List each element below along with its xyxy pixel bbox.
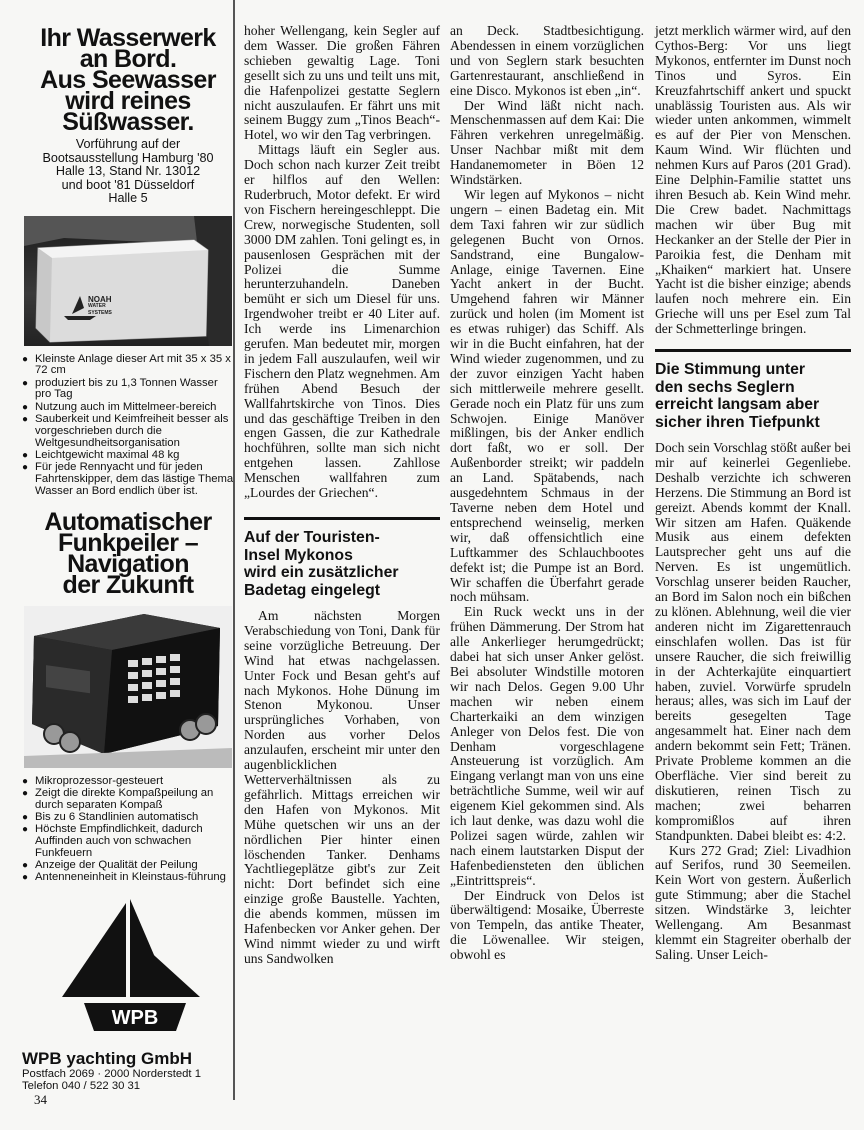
info-line: Halle 13, Stand Nr. 13012: [55, 164, 201, 178]
paragraph: jetzt merklich wärmer wird, auf den Cythos-Berg: Vor uns liegt Mykonos, entfernter im Dunst noch Tinos und Syros. Ein Kreuzfahrtschiff ankert und spuckt unablässig Touristen aus. Als wir wieder unten ankommen, wimmelt es auf der Pier von Menschen. Kaum Wind. Wir flüchten und nehmen Kurs auf Paros (201 Grad). Eine Delphin-Familie stattet uns ihren Besuch ab. Kein Wind mehr. Die Crew badet. Nachmittags machen wir über Bug mit Heckanker an der Stelle der Pier in Paroikia fest, die Denham mit „Khaiken“ markiert hat. Unsere Yacht ist die bisher einzige; abends laufen noch mehrere ein. Ein Grieche will uns per Esel zum Tal der Schmetterlinge bringen.: [655, 23, 851, 337]
info-line: Halle 5: [108, 191, 148, 205]
list-item: ● Sauberkeit und Keimfreiheit besser als vorgeschrieben durch die Weltgesundheitsorganisation: [22, 414, 234, 449]
article-column-1: [244, 24, 440, 967]
info-line: und boot '81 Düsseldorf: [61, 177, 195, 192]
address-line: Postfach 2069 · 2000 Norderstedt 1: [22, 1067, 201, 1080]
list-item: ● Anzeige der Qualität der Peilung: [22, 860, 234, 872]
paragraph: Am nächsten Morgen Verabschiedung von Toni, Dank für seine vorzügliche Betreuung. Der Wind hat etwas nachgelassen. Unter Fock und Besan geht's auf nach Mykonos. Hohe Dünung im Stenon Mykonou. Unser ursprüngliches Vorhaben, von Norden aus vorher Delos anzulaufen, erscheint mir unter den augenblicklichen Wetterverhältnissen als zu gefährlich. Mittags erreichen wir den Hafen von Mykonos. Mit Mühe quetschen wir uns an der nördlichen Pier hinter einen löschenden Tanker. Denhams Yachtliegeplätze gibt's zur Zeit nicht: Dort befindet sich eine einzige große Baustelle. Yachten, die abends kommen, müssen im Hafenbecken vor Anker gehen. Der Wind nimmt wieder zu und wirft uns Sandwolken: [244, 608, 440, 966]
advertisement: [22, 24, 234, 1103]
list-item: ● Höchste Empfindlichkeit, dadurch Auffinden auch von schwachen Funkfeuern: [22, 824, 234, 859]
page-number: 34: [34, 1092, 47, 1107]
paragraph: Der Eindruck von Delos ist überwältigend: Mosaike, Überreste von Tempeln, das antike Theater, die Löwenallee. Wir steigen, obwohl es: [450, 887, 644, 963]
headline-line: Aus Seewasser: [40, 66, 216, 94]
list-item: ● produziert bis zu 1,3 Tonnen Wasser pro Tag: [22, 378, 234, 402]
subheading-line: wird ein zusätzlicher: [244, 564, 399, 581]
subheading-line: sicher ihren Tiefpunkt: [655, 413, 820, 431]
info-line: Vorführung auf der: [75, 137, 181, 151]
headline-line: Funkpeiler –: [57, 528, 199, 557]
subheading-mood: [655, 349, 851, 431]
subheading-line: Insel Mykonos: [244, 546, 353, 564]
article-column-2: [450, 24, 644, 963]
logo-text: WPB: [111, 1006, 159, 1029]
list-item: ● Antenneneinheit in Kleinstaus-führung: [22, 872, 234, 884]
company-address: [22, 1068, 234, 1092]
direction-finder-photo: [24, 606, 232, 768]
headline-line: Automatischer: [44, 507, 212, 536]
paragraph: Kurs 272 Grad; Ziel: Livadhion auf Serifos, rund 30 Seemeilen. Kein Wort von gestern. Äußerlich gute Stimmung; aber die Stachel sitzen. Windstärke 3, leichter Wellengang. Am Besanmast klemmt ein Stagreiter oberhalb der Saling. Unser Leich-: [655, 842, 851, 962]
article-column-3: [655, 24, 851, 963]
headline-line: Navigation: [67, 549, 189, 578]
exhibition-info: [22, 138, 234, 206]
subheading-line: Badetag eingelegt: [244, 581, 381, 599]
logo-text: WATER: [88, 302, 106, 309]
paragraph: Wir legen auf Mykonos – nicht ungern – einen Badetag ein. Mit dem Taxi fahren wir zur südlich gelegenen Bucht von Ornos. Sandstrand, eine Bungalow-Anlage, einige Tavernen. Eine Yacht ankert in der Bucht. Umgehend fahren wir Männer zurück und holen (im Moment ist es etwas ruhiger) das Schiff. Als wir in die Bucht einfahren, hat der Wind wieder zugenommen, und zu der zuvor einzigen Yacht haben sich mittlerweile mehrere gesellt. Gerade noch ein Platz für uns zum Schwojen. Einige Manöver mißlingen, bis der Anker endlich dort faßt, wo er soll. Der Außenborder streikt; wir paddeln an Land. Spätabends, nach ausgedehntem Schmaus in der Taverne neben dem Hotel und entsprechend weinselig, merken wir, daß offensichtlich eine Luftkammer des Schlauchbootes defekt ist; die Pumpe ist an Bord. Wir schaffen die Überfahrt gerade noch mühsam.: [450, 186, 644, 605]
subheading-line: erreicht langsam aber: [655, 396, 820, 414]
logo-text: SYSTEMS: [88, 309, 112, 316]
list-item: ● Nutzung auch im Mittelmeer-bereich: [22, 402, 234, 414]
subheading-line: den sechs Seglern: [655, 378, 795, 396]
headline-line: an Bord.: [79, 45, 177, 73]
headline-line: wird reines: [65, 87, 191, 115]
list-item: ● Mikroprozessor-gesteuert: [22, 776, 234, 788]
info-line: Bootsausstellung Hamburg '80: [42, 150, 214, 165]
headline-line: Ihr Wasserwerk: [40, 24, 216, 52]
paragraph: Ein Ruck weckt uns in der frühen Dämmerung. Der Strom hat alle Ankerlieger herumgedrückt; dabei hat sich unser Anker gelöst. Bei absoluter Windstille motoren wir nach Delos. Gegen 9.00 Uhr machen wir neben einem Charterkaiki an dem winzigen Anleger von Delos fest. Die von Denham vorgeschlagene Ansteuerung ist vorzüglich. Am Eingang verlangt man von uns eine beträchtliche Summe, weil wir auf eigenem Kiel gekommen sind. Als ich laut denke, was dazu wohl die Polizei sagen würde, zahlen wir nach einem lautstarken Disput der Hafenbediensteten den üblichen „Eintrittspreis“.: [450, 604, 644, 888]
list-item: ● Für jede Rennyacht und für jeden Fahrtenskipper, dem das lästige Thema Wasser an Bord endlich über ist.: [22, 462, 234, 497]
list-item: ● Bis zu 6 Standlinien automatisch: [22, 812, 234, 824]
feature-list-watermaker: [22, 354, 234, 498]
column-divider: [233, 0, 235, 1100]
ad-headline-direction-finder: [22, 507, 234, 599]
list-item: ● Kleinste Anlage dieser Art mit 35 x 35 x 72 cm: [22, 354, 234, 378]
paragraph: Doch sein Vorschlag stößt außer bei mir auf keinerlei Gegenliebe. Deshalb verzichte ich schweren Herzens. Die Stimmung an Bord ist gereizt. Abends kommt der Knall. Wir sitzen am Hafen. Quäkende Musik aus einem defekten Lautsprecher geht uns auf die Nerven. Es ist ungemütlich. Vorschlag unserer beiden Raucher, an Bord im Salon noch ein bißchen zu klönen. Ablehnung, weil die vier anderen nicht im Zigarettenrauch einschlafen wollen. Das ist für unsere Raucher, die sich freiwillig in der Achterkajüte einquartiert haben, zuviel. Vorwürfe sprudeln heraus; alles, was sich im Lauf der bereits gesegelten Tage angesammelt hat. Einer nach dem andern bekommt sein Fett; Tränen. Private Probleme kommen an die Oberfläche. Vier sind bereit zu diskutieren, reinen Tisch zu machen; zwei beharren kompromißlos auf ihren Standpunkten. Dabei bleibt es: 4:2.: [655, 440, 851, 843]
paragraph: hoher Wellengang, kein Segler auf dem Wasser. Die großen Fähren schieben gewaltig Lage. Toni gesellt sich zu uns und teilt uns mit, die Hafenpolizei gestatte Seglern nicht auszulaufen. Er fährt uns mit seinem Buggy zum „Tinos Beach“-Hotel, wo wir den Tag verbringen.: [244, 23, 440, 143]
feature-list-direction-finder: [22, 776, 234, 885]
ad-headline-water: [22, 24, 234, 136]
company-name: WPB yachting GmbH: [22, 1048, 193, 1068]
paragraph: Mittags läuft ein Segler aus. Doch schon nach kurzer Zeit treibt er hilflos auf den Wellen: Ruderbruch, Motor defekt. Er wird von Fischern hereingeschleppt. Die Crew, norwegische Studenten, soll 3000 DM zahlen. Toni gelingt es, in pausenlosen Gesprächen mit der Polizei die Summe herunterzuhandeln. Daneben bemüht er sich um Diesel für uns. Irgendwoher treibt er 40 Liter auf. Ich werde ins Limenarchion gerufen. Man bedeutet mir, morgen in jedem Fall auszulaufen, weil wir Fischern den Platz wegnehmen. Am frühen Abend Besuch der Wallfahrtskirche von Tinos. Dies und das geschäftige Treiben in den engen Gassen, die zur Kathedrale hochführen, sollte man sich nicht entgehen lassen. Zahllose Menschen wallfahren zum „Lourdes der Griechen“.: [244, 142, 440, 501]
list-item: ● Leichtgewicht maximal 48 kg: [22, 450, 234, 462]
paragraph: Der Wind läßt nicht nach. Menschenmassen auf dem Kai: Die Fähren verkehren unregelmäßig. Unser Nachbar mißt mit dem Handanemometer in Böen 12 Windstärken.: [450, 97, 644, 188]
list-item: ● Zeigt die direkte Kompaßpeilung an durch separaten Kompaß: [22, 788, 234, 812]
watermaker-photo: [24, 216, 232, 346]
paragraph: an Deck. Stadtbesichtigung. Abendessen in einem vorzüglichen und von Seglern stark besuchten Gartenrestaurant, anschließend in eine Disco. Mykonos ist eben „in“.: [450, 23, 644, 98]
noah-logo: [88, 296, 112, 317]
address-line: Telefon 040 / 522 30 31: [22, 1079, 141, 1092]
headline-line: der Zukunft: [62, 570, 194, 599]
headline-line: Süßwasser.: [62, 108, 194, 136]
subheading-line: Auf der Touristen-: [244, 529, 380, 546]
subheading-mykonos: [244, 517, 440, 599]
wpb-sailboat-logo: [22, 897, 234, 1042]
subheading-line: Die Stimmung unter: [655, 361, 806, 379]
logo-text: NOAH: [88, 294, 112, 304]
